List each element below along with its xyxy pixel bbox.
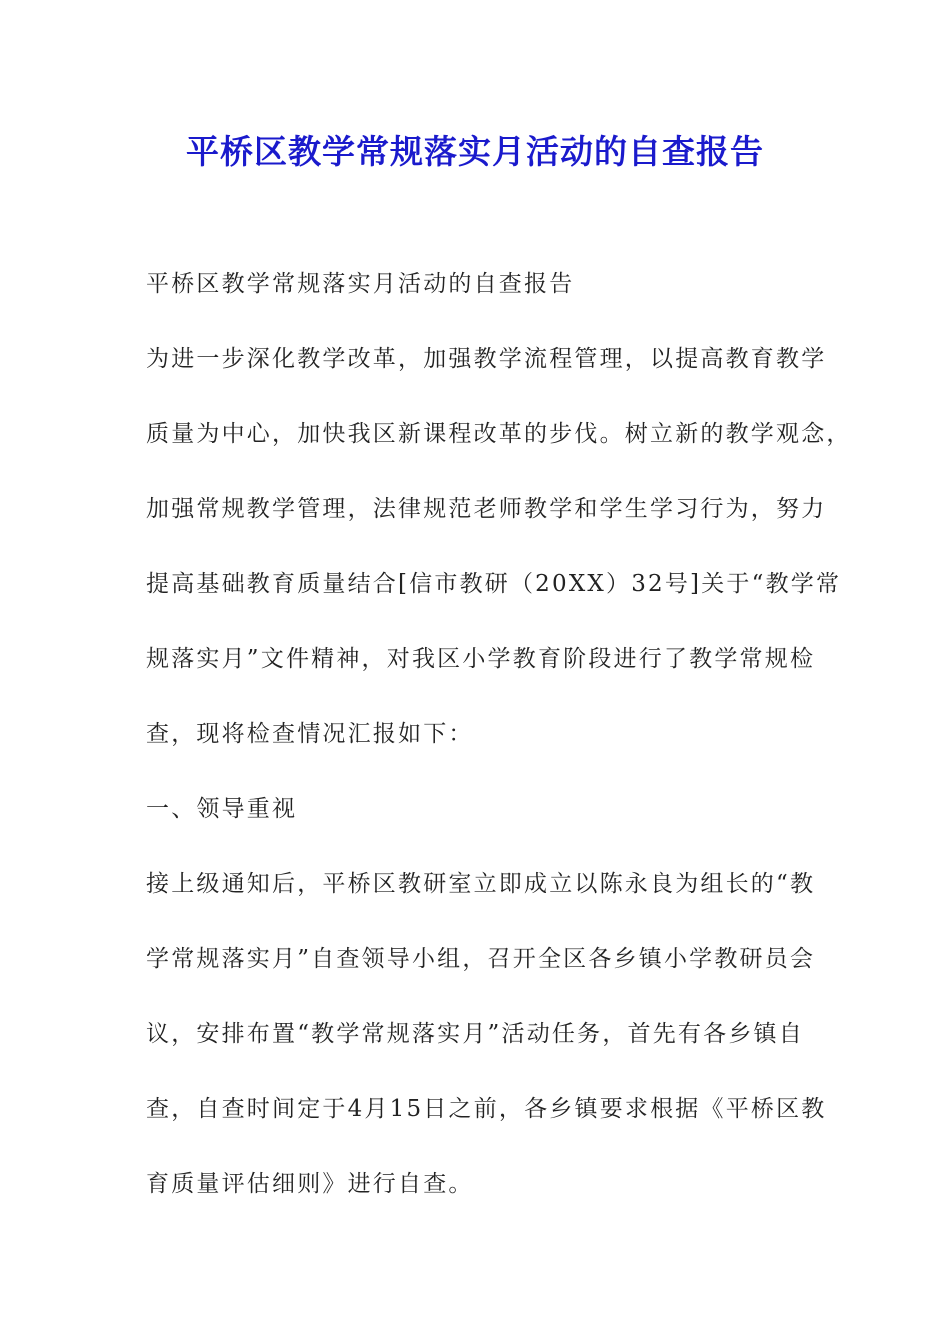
document-title: 平桥区教学常规落实月活动的自查报告: [186, 132, 764, 171]
body-line: 查，现将检查情况汇报如下：: [146, 721, 474, 747]
body-line: 查，自查时间定于4月15日之前，各乡镇要求根据《平桥区教: [146, 1096, 827, 1122]
body-line-subtitle: 平桥区教学常规落实月活动的自查报告: [146, 271, 575, 297]
body-line: 加强常规教学管理，法律规范老师教学和学生学习行为，努力: [146, 496, 827, 522]
body-line: 学常规落实月”自查领导小组，召开全区各乡镇小学教研员会: [146, 946, 816, 972]
body-line: 议，安排布置“教学常规落实月”活动任务，首先有各乡镇自: [146, 1021, 804, 1047]
body-line: 提高基础教育质量结合[信市教研（20XX）32号]关于“教学常: [146, 571, 842, 597]
section-heading: 一、领导重视: [146, 796, 298, 822]
document-body: [146, 260, 852, 1235]
body-line: 规落实月”文件精神，对我区小学教育阶段进行了教学常规检: [146, 646, 816, 672]
body-line: 质量为中心，加快我区新课程改革的步伐。树立新的教学观念，: [146, 421, 852, 447]
body-line: 接上级通知后，平桥区教研室立即成立以陈永良为组长的“教: [146, 871, 816, 897]
body-line: 为进一步深化教学改革，加强教学流程管理，以提高教育教学: [146, 346, 827, 372]
body-line: 育质量评估细则》进行自查。: [146, 1171, 474, 1197]
